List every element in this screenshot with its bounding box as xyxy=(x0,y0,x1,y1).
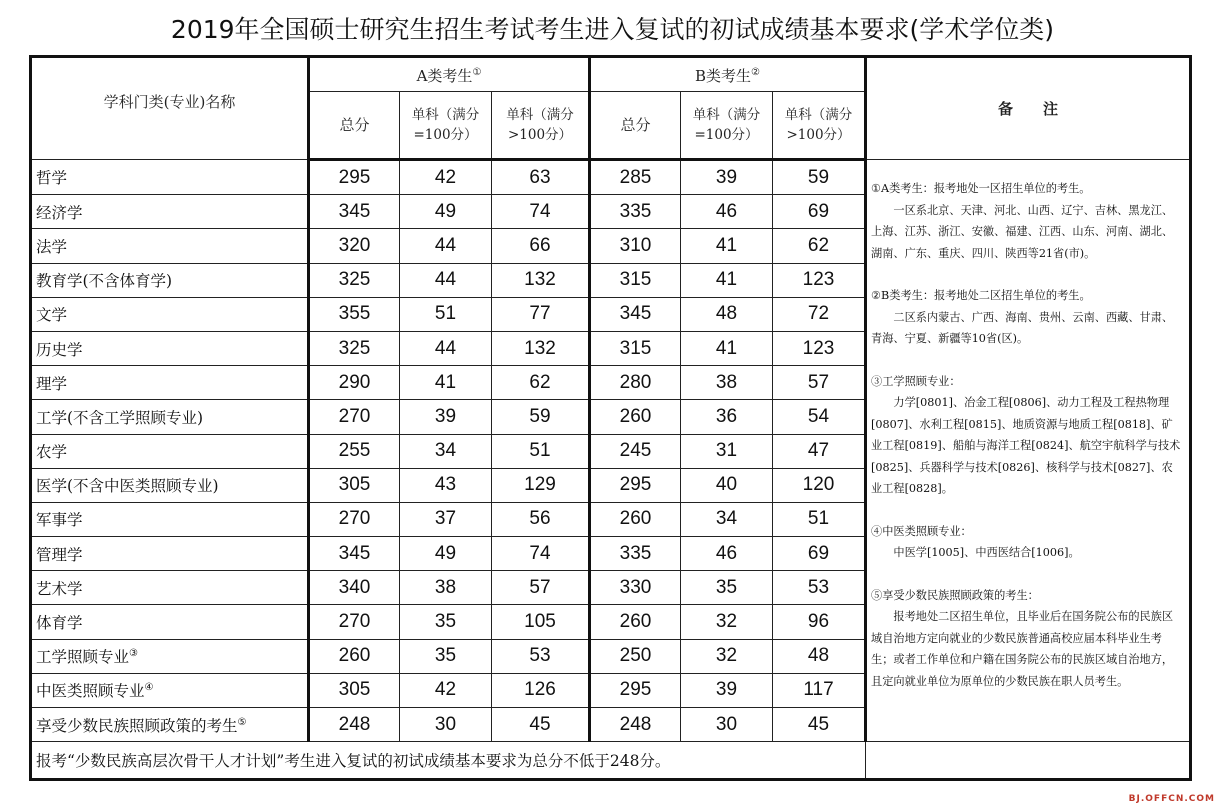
discipline-label: 经济学 xyxy=(36,203,83,222)
discipline-name xyxy=(31,160,309,195)
discipline-name xyxy=(31,366,309,400)
note-heading: ④中医类照顾专业： xyxy=(871,524,972,538)
footnote-mark: ⑤ xyxy=(237,716,247,728)
a-eq100-cell: 44 xyxy=(400,331,492,365)
b-total-cell: 345 xyxy=(590,297,681,331)
group-b-header xyxy=(590,57,866,92)
b-gt100-cell: 53 xyxy=(773,571,866,605)
b-eq100-cell: 41 xyxy=(681,229,773,263)
discipline-name xyxy=(31,502,309,536)
b-total-cell: 260 xyxy=(590,605,681,639)
a-eq100-cell: 49 xyxy=(400,537,492,571)
a-eq100-cell: 42 xyxy=(400,160,492,195)
discipline-name xyxy=(31,673,309,707)
b-total-cell: 295 xyxy=(590,468,681,502)
a-total-cell: 340 xyxy=(309,571,400,605)
a-eq100-cell: 44 xyxy=(400,229,492,263)
discipline-name xyxy=(31,263,309,297)
b-total-header: 总分 xyxy=(590,92,681,160)
b-gt100-cell: 72 xyxy=(773,297,866,331)
a-total-cell: 355 xyxy=(309,297,400,331)
b-gt100-cell: 123 xyxy=(773,331,866,365)
b-total-cell: 330 xyxy=(590,571,681,605)
header-line: 单科（满分 xyxy=(784,107,853,123)
a-gt100-cell: 126 xyxy=(492,673,590,707)
a-gt100-cell: 66 xyxy=(492,229,590,263)
a-gt100-cell: 132 xyxy=(492,331,590,365)
a-gt100-cell: 57 xyxy=(492,571,590,605)
note-body: 力学[0801]、冶金工程[0806]、动力工程及工程热物理[0807]、水利工程[0815]、地质资源与地质工程[0818]、矿业工程[0819]、船舶与海洋工程[0824]、航空宇航科学与技术[0825]、兵器科学与技术[0826]、核科学与技术[0827]、农业工程[0828]。 xyxy=(871,396,1181,495)
footer-note: 报考“少数民族高层次骨干人才计划”考生进入复试的初试成绩基本要求为总分不低于248分。 xyxy=(31,742,866,780)
note-block xyxy=(871,285,1183,350)
a-total-cell: 325 xyxy=(309,331,400,365)
discipline-header xyxy=(31,57,309,160)
a-gt100-cell: 77 xyxy=(492,297,590,331)
discipline-name xyxy=(31,605,309,639)
a-eq100-cell: 39 xyxy=(400,400,492,434)
b-total-cell: 335 xyxy=(590,195,681,229)
b-total-cell: 280 xyxy=(590,366,681,400)
a-eq100-cell: 35 xyxy=(400,639,492,673)
a-eq100-cell: 35 xyxy=(400,605,492,639)
discipline-name xyxy=(31,229,309,263)
a-total-cell: 255 xyxy=(309,434,400,468)
table-body xyxy=(31,160,1191,742)
b-eq100-cell: 32 xyxy=(681,639,773,673)
discipline-label: 享受少数民族照顾政策的考生 xyxy=(36,716,238,735)
discipline-label: 体育学 xyxy=(36,614,83,633)
page-title: 2019年全国硕士研究生招生考试考生进入复试的初试成绩基本要求(学术学位类) xyxy=(170,15,1055,44)
footnote-mark: ① xyxy=(472,67,482,78)
a-eq100-cell: 41 xyxy=(400,366,492,400)
a-total-header: 总分 xyxy=(309,92,400,160)
header-line: =100分） xyxy=(694,127,759,143)
b-eq100-cell: 31 xyxy=(681,434,773,468)
discipline-label: 文学 xyxy=(36,306,68,325)
group-a-label: A类考生 xyxy=(416,67,473,85)
a-gt100-cell: 132 xyxy=(492,263,590,297)
a-gt100-cell: 74 xyxy=(492,195,590,229)
b-total-cell: 250 xyxy=(590,639,681,673)
discipline-name xyxy=(31,297,309,331)
b-eq100-cell: 40 xyxy=(681,468,773,502)
b-eq100-cell: 34 xyxy=(681,502,773,536)
header-line: =100分） xyxy=(413,127,478,143)
note-heading: ②B类考生：报考地处二区招生单位的考生。 xyxy=(871,289,1091,302)
group-a-header xyxy=(309,57,590,92)
b-gt100-cell: 48 xyxy=(773,639,866,673)
a-gt100-cell: 63 xyxy=(492,160,590,195)
b-single-eq100-header xyxy=(681,92,773,160)
a-single-gt100-header xyxy=(492,92,590,160)
b-gt100-cell: 117 xyxy=(773,673,866,707)
b-gt100-cell: 69 xyxy=(773,195,866,229)
b-gt100-cell: 45 xyxy=(773,708,866,742)
table-row xyxy=(31,160,1191,195)
discipline-label: 艺术学 xyxy=(36,579,83,598)
header-line: 单科（满分 xyxy=(506,107,574,123)
remarks-label: 备 注 xyxy=(997,99,1058,118)
note-heading: ①A类考生：报考地处一区招生单位的考生。 xyxy=(871,182,1091,195)
footnote-mark: ② xyxy=(751,67,760,78)
note-block xyxy=(871,521,1183,564)
b-total-cell: 248 xyxy=(590,708,681,742)
b-eq100-cell: 39 xyxy=(681,160,773,195)
discipline-label: 法学 xyxy=(36,237,68,256)
discipline-name xyxy=(31,434,309,468)
b-eq100-cell: 41 xyxy=(681,331,773,365)
a-gt100-cell: 105 xyxy=(492,605,590,639)
remarks-header xyxy=(866,57,1191,160)
b-eq100-cell: 38 xyxy=(681,366,773,400)
b-eq100-cell: 36 xyxy=(681,400,773,434)
discipline-name xyxy=(31,708,309,742)
discipline-name xyxy=(31,639,309,673)
footnote-mark: ④ xyxy=(144,682,154,694)
discipline-label: 教育学(不含体育学) xyxy=(36,272,173,291)
b-eq100-cell: 48 xyxy=(681,297,773,331)
a-gt100-cell: 51 xyxy=(492,434,590,468)
note-block xyxy=(871,178,1183,264)
discipline-label: 农学 xyxy=(36,443,68,462)
a-eq100-cell: 30 xyxy=(400,708,492,742)
a-total-cell: 248 xyxy=(309,708,400,742)
a-eq100-cell: 44 xyxy=(400,263,492,297)
note-heading: ⑤享受少数民族照顾政策的考生： xyxy=(871,588,1039,602)
b-total-cell: 260 xyxy=(590,400,681,434)
note-body: 报考地处二区招生单位，且毕业后在国务院公布的民族区域自治地方定向就业的少数民族普通高校应届本科毕业生考生；或者工作单位和户籍在国务院公布的民族区域自治地方，且定向就业单位为原单位的少数民族在职人员考生。 xyxy=(871,610,1174,688)
a-eq100-cell: 38 xyxy=(400,571,492,605)
a-total-cell: 325 xyxy=(309,263,400,297)
discipline-label: 工学照顾专业 xyxy=(36,648,130,667)
discipline-name xyxy=(31,468,309,502)
a-total-cell: 260 xyxy=(309,639,400,673)
a-gt100-cell: 62 xyxy=(492,366,590,400)
a-gt100-cell: 129 xyxy=(492,468,590,502)
discipline-name xyxy=(31,537,309,571)
b-gt100-cell: 120 xyxy=(773,468,866,502)
a-total-cell: 295 xyxy=(309,160,400,195)
a-gt100-cell: 53 xyxy=(492,639,590,673)
a-total-cell: 270 xyxy=(309,502,400,536)
b-gt100-cell: 59 xyxy=(773,160,866,195)
discipline-header-label: 学科门类(专业)名称 xyxy=(103,92,236,111)
a-gt100-cell: 45 xyxy=(492,708,590,742)
group-b-label: B类考生 xyxy=(695,67,752,85)
b-gt100-cell: 96 xyxy=(773,605,866,639)
a-total-cell: 305 xyxy=(309,468,400,502)
header-line: >100分） xyxy=(507,127,573,143)
header-line: 单科（满分 xyxy=(411,107,480,123)
header-line: 单科（满分 xyxy=(692,107,761,123)
b-eq100-cell: 30 xyxy=(681,708,773,742)
discipline-label: 军事学 xyxy=(36,511,83,530)
discipline-name xyxy=(31,331,309,365)
discipline-label: 历史学 xyxy=(36,340,83,359)
b-total-cell: 315 xyxy=(590,263,681,297)
a-total-cell: 320 xyxy=(309,229,400,263)
b-eq100-cell: 46 xyxy=(681,537,773,571)
discipline-name xyxy=(31,195,309,229)
a-eq100-cell: 37 xyxy=(400,502,492,536)
score-requirements-table xyxy=(29,55,1192,781)
b-gt100-cell: 57 xyxy=(773,366,866,400)
header-line: >100分） xyxy=(786,127,851,143)
a-gt100-cell: 74 xyxy=(492,537,590,571)
b-eq100-cell: 39 xyxy=(681,673,773,707)
b-eq100-cell: 46 xyxy=(681,195,773,229)
a-total-cell: 345 xyxy=(309,537,400,571)
note-block xyxy=(871,371,1183,500)
a-eq100-cell: 43 xyxy=(400,468,492,502)
discipline-name xyxy=(31,571,309,605)
a-gt100-cell: 59 xyxy=(492,400,590,434)
b-eq100-cell: 41 xyxy=(681,263,773,297)
remarks-cell xyxy=(866,160,1191,742)
watermark: BJ.OFFCN.COM xyxy=(1128,794,1215,804)
b-total-cell: 260 xyxy=(590,502,681,536)
a-eq100-cell: 49 xyxy=(400,195,492,229)
b-gt100-cell: 62 xyxy=(773,229,866,263)
a-eq100-cell: 42 xyxy=(400,673,492,707)
a-total-cell: 345 xyxy=(309,195,400,229)
discipline-label: 哲学 xyxy=(36,169,68,188)
b-eq100-cell: 35 xyxy=(681,571,773,605)
b-total-cell: 315 xyxy=(590,331,681,365)
discipline-name xyxy=(31,400,309,434)
note-heading: ③工学照顾专业： xyxy=(871,374,961,388)
note-block xyxy=(871,585,1183,693)
b-total-cell: 285 xyxy=(590,160,681,195)
b-gt100-cell: 69 xyxy=(773,537,866,571)
b-gt100-cell: 47 xyxy=(773,434,866,468)
b-gt100-cell: 54 xyxy=(773,400,866,434)
discipline-label: 中医类照顾专业 xyxy=(36,682,145,701)
a-single-eq100-header xyxy=(400,92,492,160)
b-eq100-cell: 32 xyxy=(681,605,773,639)
b-total-cell: 295 xyxy=(590,673,681,707)
b-total-cell: 245 xyxy=(590,434,681,468)
b-gt100-cell: 123 xyxy=(773,263,866,297)
discipline-label: 医学(不含中医类照顾专业) xyxy=(36,477,219,496)
discipline-label: 理学 xyxy=(36,374,68,393)
a-total-cell: 290 xyxy=(309,366,400,400)
note-body: 中医学[1005]、中西医结合[1006]。 xyxy=(893,546,1080,559)
discipline-label: 管理学 xyxy=(36,545,83,564)
b-total-cell: 310 xyxy=(590,229,681,263)
a-gt100-cell: 56 xyxy=(492,502,590,536)
b-gt100-cell: 51 xyxy=(773,502,866,536)
note-body: 一区系北京、天津、河北、山西、辽宁、吉林、黑龙江、上海、江苏、浙江、安徽、福建、江西、山东、河南、湖北、湖南、广东、重庆、四川、陕西等21省(市)。 xyxy=(871,203,1174,260)
a-total-cell: 270 xyxy=(309,400,400,434)
b-total-cell: 335 xyxy=(590,537,681,571)
a-eq100-cell: 51 xyxy=(400,297,492,331)
b-single-gt100-header xyxy=(773,92,866,160)
discipline-label: 工学(不含工学照顾专业) xyxy=(36,408,204,427)
a-eq100-cell: 34 xyxy=(400,434,492,468)
footnote-mark: ③ xyxy=(129,648,138,660)
a-total-cell: 270 xyxy=(309,605,400,639)
a-total-cell: 305 xyxy=(309,673,400,707)
note-body: 二区系内蒙古、广西、海南、贵州、云南、西藏、甘肃、青海、宁夏、新疆等10省(区)。 xyxy=(871,310,1174,345)
